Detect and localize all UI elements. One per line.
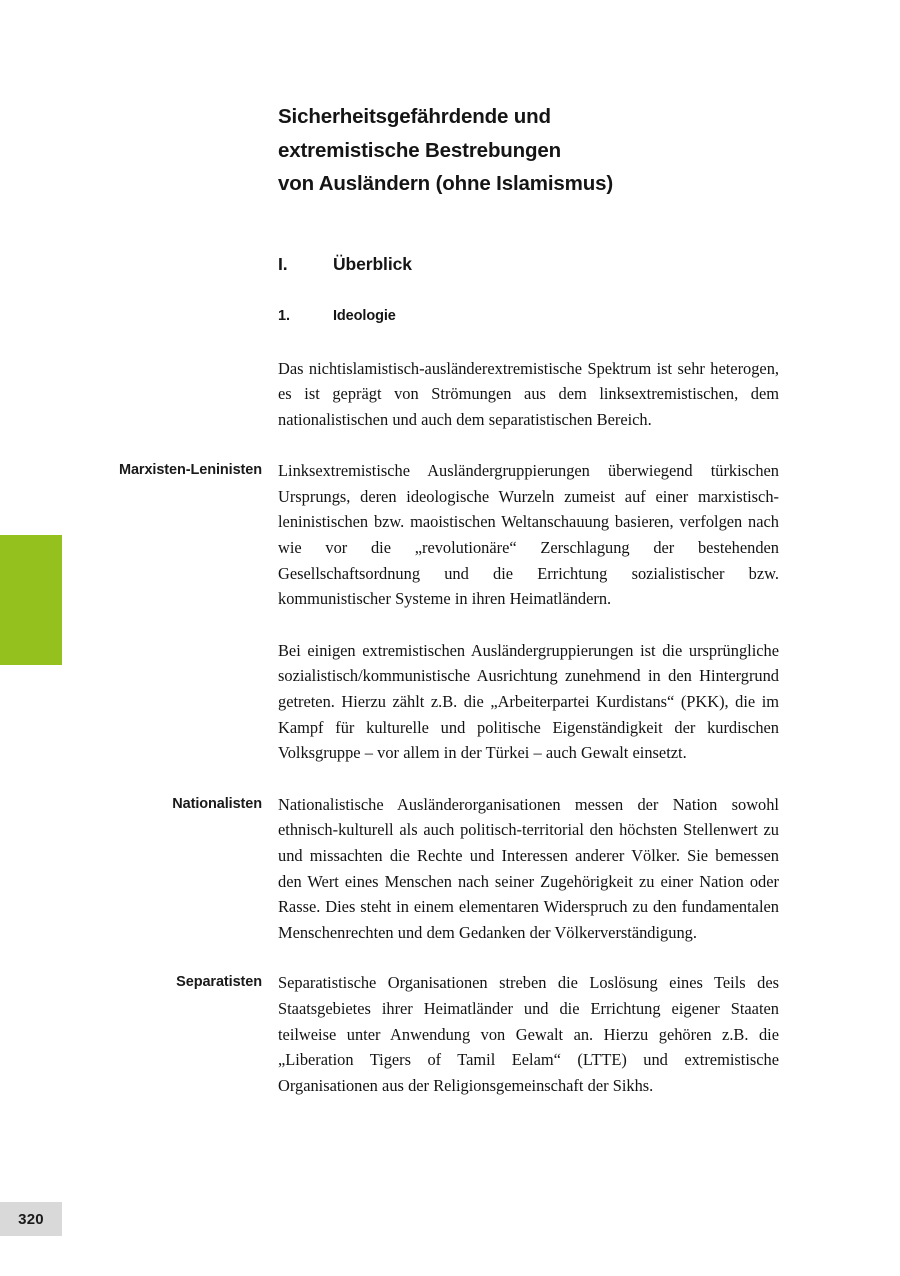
spacer — [0, 766, 900, 792]
section-heading-number: I. — [278, 253, 288, 274]
spacer — [0, 201, 900, 252]
spacer — [0, 327, 900, 356]
page-title — [278, 100, 779, 201]
paragraph-block-marxisten — [0, 458, 900, 612]
page-number-chip — [0, 1202, 62, 1236]
spacer — [0, 276, 900, 305]
paragraph-intro: Das nichtislamistisch-ausländerextremistische Spektrum ist sehr heterogen, es ist geprägt von Strömungen aus dem linksextremistischen, dem nationalistischen und auch dem separatistischen Bereich. — [278, 358, 779, 429]
spacer — [0, 432, 900, 458]
section-heading-text: Überblick — [333, 253, 412, 274]
paragraph-separatisten: Separatistische Organisationen streben die Loslösung eines Teils des Staatsgebietes ihrer Heimatländer und die Errichtung eigener Staaten teilweise unter Anwendung von Gewalt an. Hierzu gehören z.B. die „Liberation Tigers of Tamil Eelam“ (LTTE) und extremistische Organisationen aus der Religionsgemeinschaft der Sikhs. — [278, 973, 779, 1095]
paragraph-nationalisten: Nationalistische Ausländerorganisationen messen der Nation sowohl ethnisch-kulturell als auch politisch-territorial den höchsten Stellenwert zu und missachten die Rechte und Interessen anderer Völker. Sie bemessen den Wert eines Menschen nach seiner Zugehörigkeit zu einer Nation oder Rasse. Dies steht in einem elementaren Widerspruch zu den fundamentalen Menschenrechten und dem Gedanken der Völkerverständigung. — [278, 794, 779, 942]
paragraph-pkk: Bei einigen extremistischen Ausländergruppierungen ist die ursprüngliche sozialistisch/kommunistische Ausrichtung zunehmend in den Hintergrund getreten. Hierzu zählt z.B. die „Arbeiterpartei Kurdistans“ (PKK), die im Kampf für kulturelle und politische Eigenständigkeit der kurdischen Volksgruppe – vor allem in der Türkei – auch Gewalt einsetzt. — [278, 640, 779, 763]
paragraph-block-nationalisten — [0, 792, 900, 946]
page-title-line-3: von Ausländern (ohne Islamismus) — [278, 172, 614, 195]
subsection-heading-block — [0, 305, 900, 327]
page-number: 320 — [18, 1210, 44, 1228]
marginal-note-separatisten: Separatisten — [176, 974, 262, 991]
marginal-note-marxisten: Marxisten-Leninisten — [118, 462, 262, 479]
paragraph-block-pkk — [0, 638, 900, 766]
spacer — [0, 612, 900, 638]
subsection-heading-text: Ideologie — [333, 307, 396, 324]
title-block — [0, 100, 900, 201]
section-heading-block — [0, 252, 900, 276]
page-title-line-2: extremistische Bestrebungen — [278, 138, 562, 162]
spacer — [0, 945, 900, 970]
subsection-heading — [278, 305, 779, 327]
marginal-note-nationalisten: Nationalisten — [172, 795, 262, 812]
subsection-heading-number: 1. — [278, 307, 290, 324]
paragraph-block-separatisten — [0, 970, 900, 1098]
page-title-line-1: Sicherheitsgefährdende und — [278, 105, 551, 128]
paragraph-block-intro — [0, 356, 900, 433]
section-heading — [278, 252, 779, 276]
paragraph-marxisten: Linksextremistische Ausländergruppierungen überwiegend türkischen Ursprungs, deren ideologische Wurzeln zumeist auf einer marxistisch-leninistischen bzw. maoistischen Weltanschauung basieren, verfolgen nach wie vor die „revolutionäre“ Zerschlagung der bestehenden Gesellschaftsordnung und die Errichtung sozialistischer bzw. kommunistischer Systeme in ihren Heimatländern. — [278, 461, 779, 609]
